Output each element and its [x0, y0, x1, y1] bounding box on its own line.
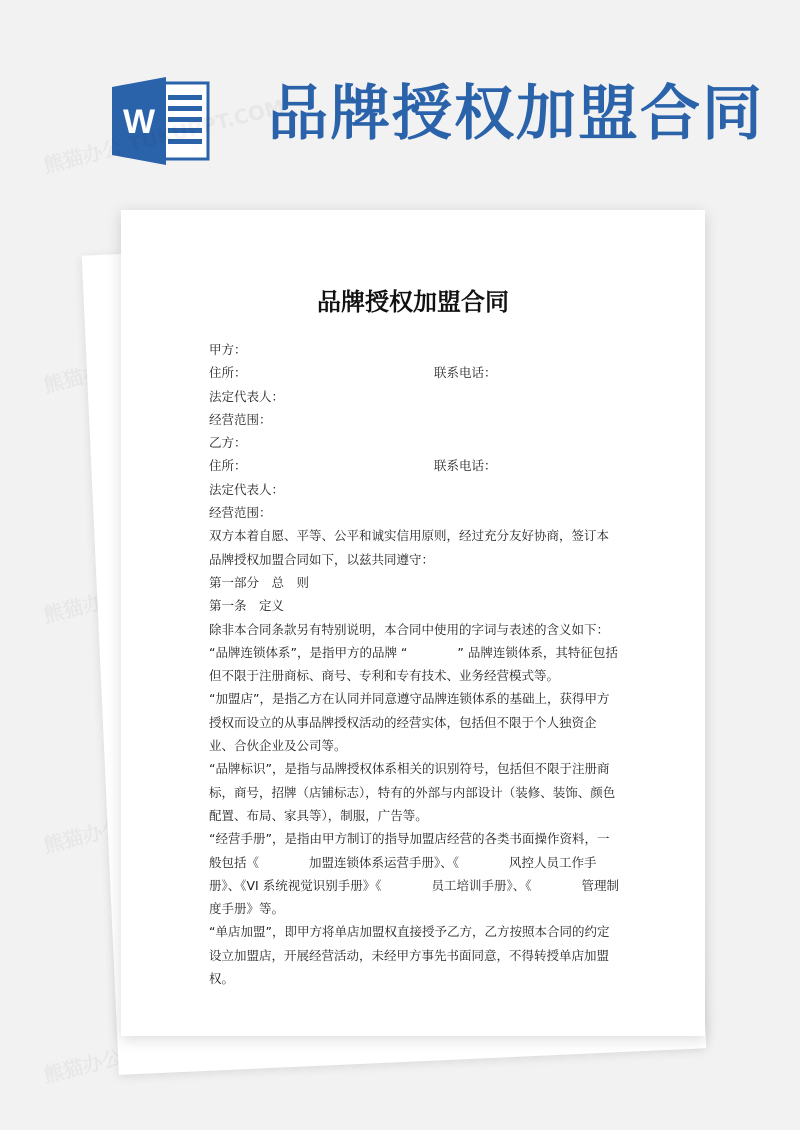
party-a-scope: 经营范围： [209, 411, 272, 427]
party-a-rep: 法定代表人： [209, 388, 285, 404]
document-body [209, 338, 619, 990]
paragraph: “单店加盟”，即甲方将单店加盟权直接授予乙方，乙方按照本合同的约定设立加盟店，开展经营活动，未经甲方事先书面同意，不得转授单店加盟权。 [209, 924, 610, 987]
paragraph: 双方本着自愿、平等、公平和诚实信用原则，经过充分友好协商，签订本品牌授权加盟合同如下，以兹共同遵守： [209, 528, 610, 567]
party-a-address-row [209, 361, 619, 384]
banner-title: 品牌授权加盟合同 [268, 79, 764, 149]
svg-text:W: W [122, 103, 156, 141]
document-page [121, 210, 705, 1036]
paragraph: “品牌连锁体系”，是指甲方的品牌 “ ” 品牌连锁体系，其特征包括但不限于注册商标、商号、专利和专有技术、业务经营模式等。 [209, 644, 618, 684]
section-heading: 第一部分 总 则 [209, 574, 310, 590]
party-b-address: 住所： [209, 458, 247, 474]
party-b-label: 乙方： [209, 435, 247, 451]
paragraph: “加盟店”，是指乙方在认同并同意遵守品牌连锁体系的基础上，获得甲方授权而设立的从事品牌授权活动的经营实体，包括但不限于个人独资企业、合伙企业及公司等。 [209, 691, 610, 754]
banner [0, 0, 800, 190]
party-b-rep: 法定代表人： [209, 481, 285, 497]
paragraph: 除非本合同条款另有特别说明，本合同中使用的字词与表述的含义如下： [209, 621, 610, 637]
party-b-address-row [209, 454, 619, 477]
party-b-phone: 联系电话： [434, 458, 497, 474]
party-a-address: 住所： [209, 365, 247, 381]
party-a-phone: 联系电话： [434, 365, 497, 381]
paragraph: “经营手册”，是指由甲方制订的指导加盟店经营的各类书面操作资料，一般包括《 加盟连锁体系运营手册》、《 风控人员工作手册》、《VI 系统视觉识别手册》《 员工培训手册》、《 管理制度手册》等。 [209, 831, 619, 917]
document-title: 品牌授权加盟合同 [317, 288, 509, 316]
party-b-scope: 经营范围： [209, 505, 272, 521]
party-a-label: 甲方： [209, 342, 247, 357]
paragraph: “品牌标识”，是指与品牌授权体系相关的识别符号，包括但不限于注册商标，商号，招牌（店铺标志），特有的外部与内部设计（装修、装饰、颜色配置、布局、家具等），制服，广告等。 [209, 761, 616, 823]
article-heading: 第一条 定义 [209, 598, 285, 614]
